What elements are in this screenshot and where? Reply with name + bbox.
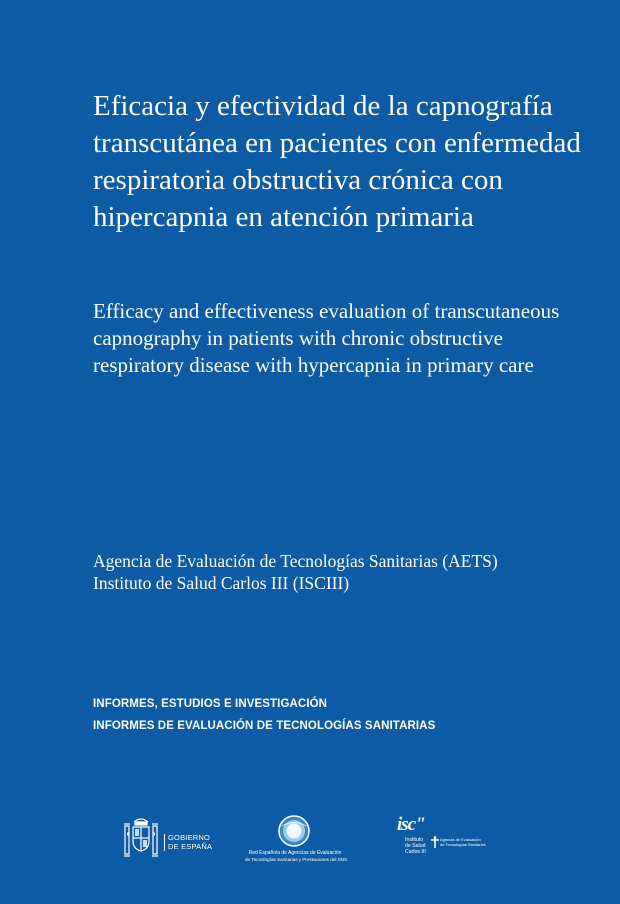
isciii-logo [393,815,503,867]
red-agencias-logo [245,814,348,866]
red-agencias-globe-icon [277,814,311,848]
gobierno-label: GOBIERNO DE ESPAÑA [164,834,212,851]
aets-cross-icon [430,835,440,849]
gobierno-logo [122,816,212,864]
agency-aets: Agencia de Evaluación de Tecnologías Sanitarias (AETS) [93,551,498,571]
authoring-agencies [93,550,593,594]
title-english: Efficacy and effectiveness evaluation of transcutaneous capnography in patients with chronic obstructive respiratory disease with hypercapnia in primary care [93,299,560,377]
red-agencias-label: Red Española de Agencias de Evaluación de Tecnologías Sanitarias y Prestaciones del SNS [245,850,348,862]
isciii-logo-icon: isc" [397,814,425,835]
spain-coat-of-arms-icon [122,816,160,864]
title-spanish: Eficacia y efectividad de la capnografía transcutánea en pacientes con enfermedad respiratoria obstructiva crónica con hipercapnia en atención primaria [93,90,581,233]
report-series [93,693,593,737]
isciii-label: Instituto de Salud Carlos III [405,837,426,856]
agency-isciii: Instituto de Salud Carlos III (ISCIII) [93,573,350,593]
aets-label: Agencia de Evaluación de Tecnologías Sanitarias [440,837,486,847]
series-line-2: INFORMES DE EVALUACIÓN DE TECNOLOGÍAS SANITARIAS [93,720,436,732]
series-line-1: INFORMES, ESTUDIOS E INVESTIGACIÓN [93,698,328,710]
